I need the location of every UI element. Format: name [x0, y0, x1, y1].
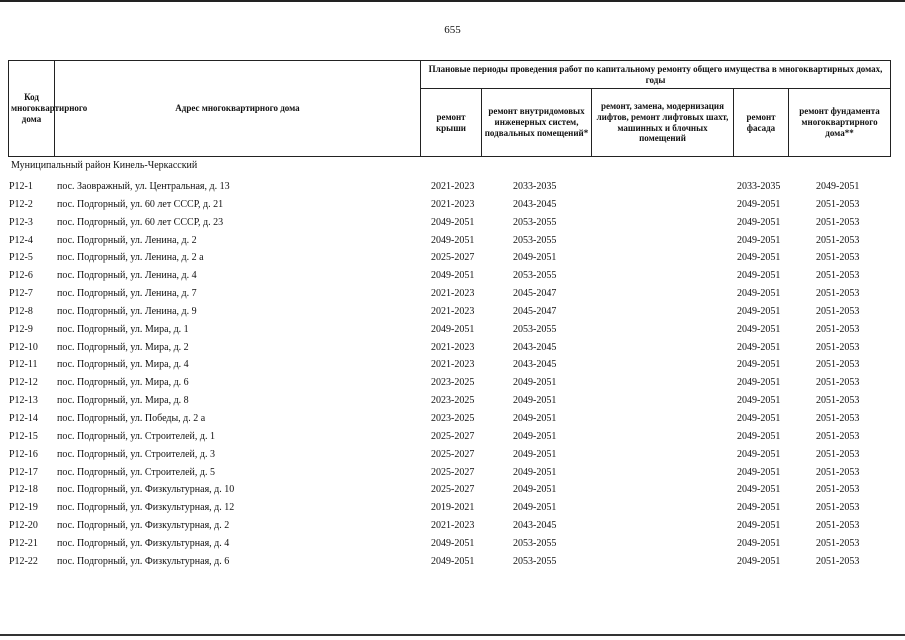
cell-address: пос. Подгорный, ул. Ленина, д. 2: [57, 234, 197, 246]
table-row: [0, 232, 905, 250]
bottom-rule: [0, 634, 905, 636]
cell-code: Р12-14: [9, 412, 38, 424]
cell-systems: 2043-2045: [513, 359, 557, 371]
cell-systems: 2049-2051: [513, 466, 557, 478]
cell-systems: 2049-2051: [513, 502, 557, 514]
cell-foundation: 2051-2053: [816, 341, 860, 353]
table-row: [0, 356, 905, 374]
cell-address: пос. Подгорный, ул. 60 лет СССР, д. 21: [57, 198, 224, 210]
cell-roof: 2049-2051: [431, 323, 475, 335]
cell-foundation: 2051-2053: [816, 288, 860, 300]
table-row: [0, 214, 905, 232]
header-code: Код многоквартирного дома: [9, 61, 55, 157]
cell-roof: 2023-2025: [431, 377, 475, 389]
cell-systems: 2045-2047: [513, 288, 557, 300]
table-row: [0, 374, 905, 392]
cell-address: пос. Подгорный, ул. Мира, д. 6: [57, 377, 189, 389]
cell-facade: 2049-2051: [737, 502, 781, 514]
cell-roof: 2021-2023: [431, 341, 475, 353]
cell-code: Р12-6: [9, 270, 33, 282]
cell-facade: 2049-2051: [737, 448, 781, 460]
cell-foundation: 2051-2053: [816, 502, 860, 514]
cell-facade: 2049-2051: [737, 198, 781, 210]
cell-facade: 2049-2051: [737, 520, 781, 532]
cell-roof: 2025-2027: [431, 448, 475, 460]
cell-roof: 2023-2025: [431, 412, 475, 424]
cell-address: пос. Подгорный, ул. 60 лет СССР, д. 23: [57, 216, 224, 228]
cell-roof: 2021-2023: [431, 359, 475, 371]
cell-code: Р12-12: [9, 377, 38, 389]
table-row: [0, 285, 905, 303]
cell-facade: 2049-2051: [737, 395, 781, 407]
table-row: [0, 446, 905, 464]
cell-facade: 2049-2051: [737, 234, 781, 246]
cell-roof: 2021-2023: [431, 520, 475, 532]
cell-address: пос. Подгорный, ул. Строителей, д. 1: [57, 430, 215, 442]
top-rule: [0, 0, 905, 2]
header-facade: ремонт фасада: [734, 89, 789, 157]
cell-systems: 2053-2055: [513, 537, 557, 549]
cell-roof: 2023-2025: [431, 395, 475, 407]
cell-roof: 2049-2051: [431, 216, 475, 228]
cell-address: пос. Подгорный, ул. Ленина, д. 2 а: [57, 252, 204, 264]
cell-facade: 2049-2051: [737, 288, 781, 300]
cell-address: пос. Подгорный, ул. Ленина, д. 7: [57, 288, 197, 300]
cell-code: Р12-11: [9, 359, 38, 371]
cell-systems: 2043-2045: [513, 341, 557, 353]
cell-foundation: 2051-2053: [816, 216, 860, 228]
cell-roof: 2025-2027: [431, 466, 475, 478]
cell-foundation: 2051-2053: [816, 305, 860, 317]
cell-facade: 2049-2051: [737, 555, 781, 567]
cell-facade: 2049-2051: [737, 412, 781, 424]
cell-code: Р12-2: [9, 198, 33, 210]
cell-systems: 2049-2051: [513, 430, 557, 442]
cell-address: пос. Подгорный, ул. Мира, д. 8: [57, 395, 189, 407]
cell-code: Р12-7: [9, 288, 33, 300]
table-row: [0, 321, 905, 339]
cell-code: Р12-3: [9, 216, 33, 228]
cell-code: Р12-10: [9, 341, 38, 353]
header-systems: ремонт внутридомовых инженерных систем, подвальных помещений*: [482, 89, 592, 157]
table-row: [0, 410, 905, 428]
cell-systems: 2049-2051: [513, 395, 557, 407]
cell-address: пос. Подгорный, ул. Ленина, д. 4: [57, 270, 197, 282]
cell-address: пос. Подгорный, ул. Строителей, д. 3: [57, 448, 215, 460]
table-row: [0, 196, 905, 214]
cell-facade: 2049-2051: [737, 323, 781, 335]
cell-systems: 2053-2055: [513, 323, 557, 335]
cell-facade: 2049-2051: [737, 466, 781, 478]
cell-address: пос. Подгорный, ул. Физкультурная, д. 6: [57, 555, 230, 567]
cell-systems: 2049-2051: [513, 412, 557, 424]
cell-facade: 2049-2051: [737, 341, 781, 353]
cell-facade: 2049-2051: [737, 377, 781, 389]
cell-code: Р12-1: [9, 181, 33, 192]
cell-systems: 2043-2045: [513, 520, 557, 532]
cell-foundation: 2051-2053: [816, 234, 860, 246]
table-row: [0, 303, 905, 321]
cell-foundation: 2051-2053: [816, 555, 860, 567]
table-row: [0, 178, 905, 196]
cell-systems: 2033-2035: [513, 181, 557, 192]
cell-foundation: 2051-2053: [816, 198, 860, 210]
cell-foundation: 2051-2053: [816, 466, 860, 478]
table-row: [0, 249, 905, 267]
page-number: 655: [444, 24, 461, 36]
cell-facade: 2049-2051: [737, 484, 781, 496]
cell-systems: 2049-2051: [513, 252, 557, 264]
header-table: [8, 60, 891, 157]
cell-code: Р12-16: [9, 448, 38, 460]
cell-foundation: 2051-2053: [816, 448, 860, 460]
table-row: [0, 499, 905, 517]
cell-code: Р12-5: [9, 252, 33, 264]
cell-facade: 2049-2051: [737, 430, 781, 442]
cell-systems: 2053-2055: [513, 234, 557, 246]
cell-address: пос. Подгорный, ул. Строителей, д. 5: [57, 466, 215, 478]
cell-address: пос. Подгорный, ул. Ленина, д. 9: [57, 305, 197, 317]
cell-facade: 2049-2051: [737, 305, 781, 317]
cell-code: Р12-4: [9, 234, 33, 246]
cell-systems: 2045-2047: [513, 305, 557, 317]
cell-facade: 2049-2051: [737, 270, 781, 282]
cell-code: Р12-22: [9, 555, 38, 567]
cell-roof: 2049-2051: [431, 537, 475, 549]
district-label: Муниципальный район Кинель-Черкасский: [11, 160, 198, 171]
cell-address: пос. Подгорный, ул. Мира, д. 4: [57, 359, 189, 371]
cell-foundation: 2051-2053: [816, 520, 860, 532]
cell-code: Р12-21: [9, 537, 38, 549]
cell-roof: 2049-2051: [431, 234, 475, 246]
cell-systems: 2049-2051: [513, 484, 557, 496]
table-row: [0, 392, 905, 410]
cell-systems: 2049-2051: [513, 377, 557, 389]
cell-roof: 2049-2051: [431, 555, 475, 567]
cell-systems: 2043-2045: [513, 198, 557, 210]
table-row: [0, 267, 905, 285]
cell-address: пос. Подгорный, ул. Мира, д. 1: [57, 323, 189, 335]
cell-code: Р12-17: [9, 466, 38, 478]
table-row: [0, 464, 905, 482]
cell-roof: 2021-2023: [431, 288, 475, 300]
cell-foundation: 2051-2053: [816, 252, 860, 264]
cell-code: Р12-20: [9, 520, 38, 532]
cell-roof: 2025-2027: [431, 430, 475, 442]
cell-roof: 2025-2027: [431, 252, 475, 264]
cell-code: Р12-19: [9, 502, 38, 514]
header-periods: Плановые периоды проведения работ по капитальному ремонту общего имущества в многоквартирных домах, годы: [421, 61, 891, 89]
cell-foundation: 2051-2053: [816, 359, 860, 371]
table-row: [0, 553, 905, 571]
cell-facade: 2049-2051: [737, 359, 781, 371]
table-row: [0, 428, 905, 446]
table-row: [0, 535, 905, 553]
cell-code: Р12-15: [9, 430, 38, 442]
cell-systems: 2053-2055: [513, 216, 557, 228]
cell-address: пос. Подгорный, ул. Физкультурная, д. 12: [57, 502, 235, 514]
cell-facade: 2049-2051: [737, 537, 781, 549]
cell-roof: 2021-2023: [431, 181, 475, 192]
cell-foundation: 2051-2053: [816, 377, 860, 389]
table-row: [0, 517, 905, 535]
cell-systems: 2053-2055: [513, 555, 557, 567]
cell-facade: 2033-2035: [737, 181, 781, 192]
cell-facade: 2049-2051: [737, 252, 781, 264]
cell-roof: 2019-2021: [431, 502, 475, 514]
cell-address: пос. Подгорный, ул. Победы, д. 2 а: [57, 412, 206, 424]
cell-systems: 2053-2055: [513, 270, 557, 282]
cell-roof: 2021-2023: [431, 198, 475, 210]
cell-foundation: 2051-2053: [816, 323, 860, 335]
cell-address: пос. Подгорный, ул. Мира, д. 2: [57, 341, 189, 353]
cell-code: Р12-13: [9, 395, 38, 407]
cell-foundation: 2051-2053: [816, 537, 860, 549]
cell-roof: 2025-2027: [431, 484, 475, 496]
cell-address: пос. Подгорный, ул. Физкультурная, д. 10: [57, 484, 235, 496]
cell-foundation: 2051-2053: [816, 430, 860, 442]
header-foundation: ремонт фундамента многоквартирного дома**: [789, 89, 891, 157]
header-address: Адрес многоквартирного дома: [55, 61, 421, 157]
table-row: [0, 339, 905, 357]
cell-facade: 2049-2051: [737, 216, 781, 228]
cell-code: Р12-18: [9, 484, 38, 496]
header-elevators: ремонт, замена, модернизация лифтов, ремонт лифтовых шахт, машинных и блочных помещений: [592, 89, 734, 157]
cell-foundation: 2051-2053: [816, 412, 860, 424]
cell-systems: 2049-2051: [513, 448, 557, 460]
table-row: [0, 481, 905, 499]
cell-roof: 2049-2051: [431, 270, 475, 282]
cell-foundation: 2051-2053: [816, 270, 860, 282]
cell-roof: 2021-2023: [431, 305, 475, 317]
table-body: [0, 178, 905, 571]
cell-address: пос. Подгорный, ул. Физкультурная, д. 4: [57, 537, 230, 549]
cell-foundation: 2051-2053: [816, 484, 860, 496]
cell-code: Р12-8: [9, 305, 33, 317]
cell-address: пос. Подгорный, ул. Физкультурная, д. 2: [57, 520, 230, 532]
cell-foundation: 2049-2051: [816, 181, 860, 192]
cell-address: пос. Заовражный, ул. Центральная, д. 13: [57, 181, 230, 192]
cell-code: Р12-9: [9, 323, 33, 335]
header-roof: ремонт крыши: [421, 89, 482, 157]
cell-foundation: 2051-2053: [816, 395, 860, 407]
